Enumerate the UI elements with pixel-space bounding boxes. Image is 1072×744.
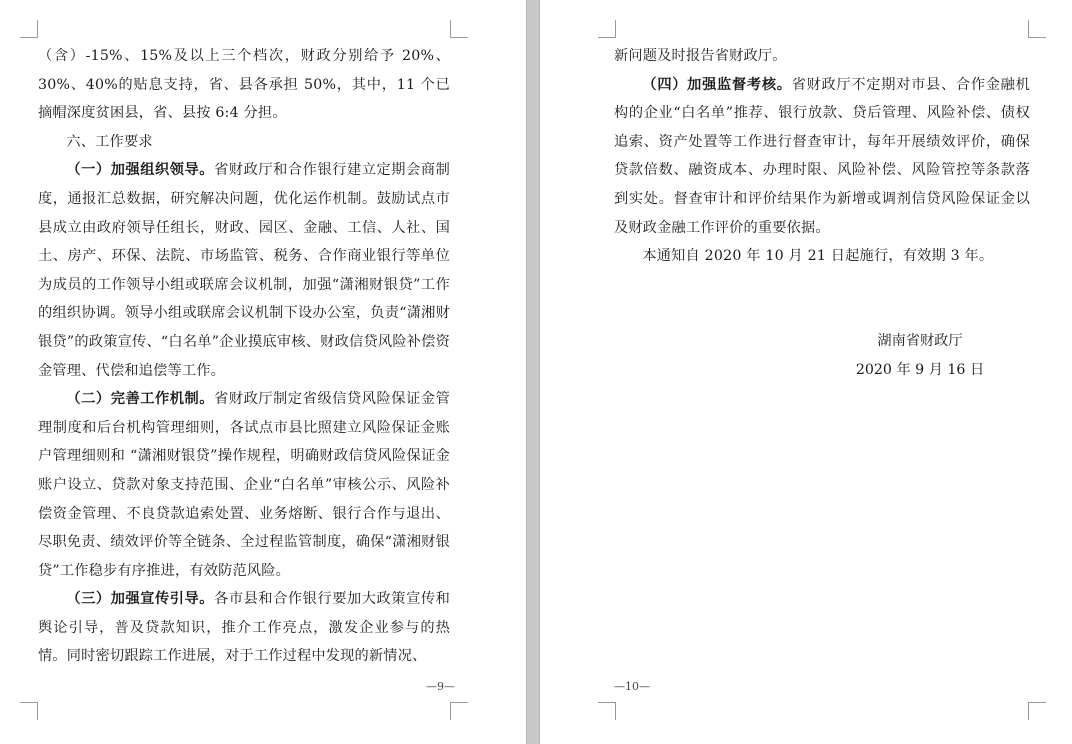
page-9-body [38, 42, 450, 671]
section-heading-work-requirements: 六、工作要求 [66, 133, 153, 150]
item-3-text: 各市县和合作银行要加大政策宣传和舆论引导，普及贷款知识，推介工作亮点，激发企业参与的热情。同时密切跟踪工作进展，对于工作过程中发现的新情况、 [38, 591, 450, 665]
page-gutter [526, 0, 540, 744]
paragraph-effective-date: 本通知自 2020 年 10 月 21 日起施行，有效期 3 年。 [642, 248, 994, 265]
item-1-text: 省财政厅和合作银行建立定期会商制度，通报汇总数据，研究解决问题，优化运作机制。鼓励试点市县成立由政府领导任组长，财政、园区、金融、工信、人社、国土、房产、环保、法院、市场监管、税务、合作商业银行等单位为成员的工作领导小组或联席会议机制，加强“潇湘财银贷”工作的组织协调。领导小组或联席会议机制下设办公室，负责“潇湘财银贷”的政策宣传、“白名单”企业摸底审核、财政信贷风险补偿资金管理、代偿和追偿等工作。 [38, 162, 450, 379]
paragraph-item-4 [614, 71, 1030, 243]
page-10-body [614, 42, 1030, 271]
page-number-10: —10— [614, 680, 650, 693]
crop-mark-top-left [20, 20, 38, 38]
crop-mark-top-left [598, 20, 616, 38]
crop-mark-top-right [1028, 20, 1046, 38]
paragraph-subsidy-tiers: （含）-15%、15%及以上三个档次，财政分别给予 20%、30%、40%的贴息支持，省、县各承担 50%，其中，11 个已摘帽深度贫困县，省、县按 6:4 分担。 [38, 48, 450, 122]
signature-organization: 湖南省财政厅 [877, 333, 963, 349]
crop-mark-bottom-right [450, 702, 468, 720]
paragraph-item-2 [38, 385, 450, 585]
crop-mark-top-right [450, 20, 468, 38]
page-number-9: —9— [426, 680, 455, 693]
item-4-text: 省财政厅不定期对市县、合作金融机构的企业“白名单”推荐、银行放款、贷后管理、风险补偿、债权追索、资产处置等工作进行督查审计，每年开展绩效评价，确保贷款倍数、融资成本、办理时限、风险补偿、风险管控等条款落到实处。督查审计和评价结果作为新增或调剂信贷风险保证金以及财政金融工作评价的重要依据。 [614, 76, 1030, 236]
paragraph-item-3 [38, 585, 450, 671]
item-4-title: （四）加强监督考核。 [642, 76, 792, 93]
item-2-title: （二）完善工作机制。 [66, 391, 215, 408]
paragraph-continuation: 新问题及时报告省财政厅。 [614, 48, 787, 64]
document-page-9 [0, 0, 526, 744]
item-2-text: 省财政厅制定省级信贷风险保证金管理制度和后台机构管理细则，各试点市县比照建立风险保证金账户管理细则和 “潇湘财银贷”操作规程，明确财政信贷风险保证金账户设立、贷款对象支持范围、企业“白名单”审核公示、风险补偿资金管理、不良贷款追索处置、业务熔断、银行合作与退出、尽职免责、绩效评价等全链条、全过程监管制度，确保“潇湘财银贷”工作稳步有序推进，有效防范风险。 [38, 391, 450, 579]
signature-date: 2020 年 9 月 16 日 [855, 362, 985, 378]
crop-mark-bottom-right [1028, 702, 1046, 720]
crop-mark-bottom-left [598, 702, 616, 720]
item-1-title: （一）加强组织领导。 [66, 162, 215, 179]
paragraph-item-1 [38, 156, 450, 385]
item-3-title: （三）加强宣传引导。 [66, 591, 215, 608]
document-page-10 [540, 0, 1072, 744]
crop-mark-bottom-left [20, 702, 38, 720]
